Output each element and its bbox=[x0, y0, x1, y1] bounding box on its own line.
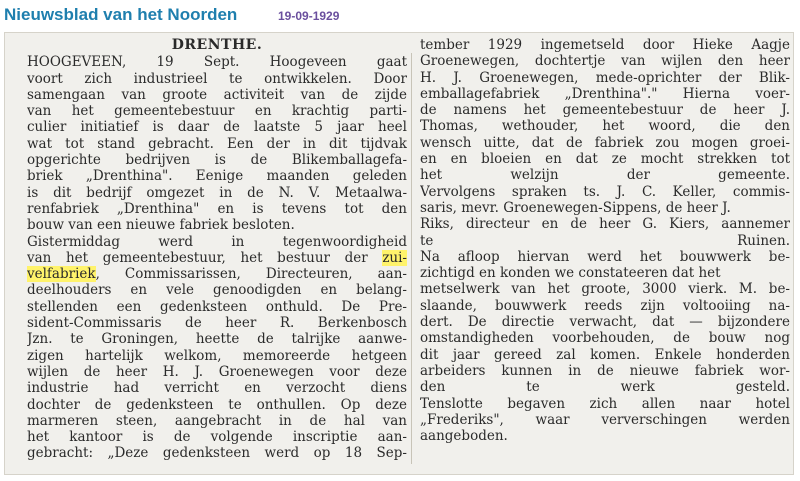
newspaper-clipping bbox=[4, 32, 794, 475]
article-line: bouw van een nieuwe fabriek besloten. bbox=[27, 217, 295, 234]
article-line: de namens het gemeentebestuur de heer J. bbox=[420, 102, 790, 119]
article-line: tember 1929 ingemetseld door Hieke Aagje bbox=[420, 37, 790, 53]
article-line: Jzn. te Groningen, heette de talrijke aanwe- bbox=[27, 331, 407, 348]
article-line: stellenden een gedenksteen onthuld. De Pre- bbox=[27, 298, 407, 315]
article-line: renfabriek „Drenthina" en is tevens tot den bbox=[27, 200, 407, 217]
article-line: emballagefabriek „Drenthina"." Hierna voer- bbox=[420, 85, 790, 102]
article-line: H. J. Groenewegen, mede-oprichter der Blik- bbox=[420, 69, 790, 86]
article-line: dert. De directie verwacht, dat — bijzondere bbox=[420, 314, 790, 331]
article-line: sident-Commissaris de heer R. Berkenbosch bbox=[27, 315, 407, 332]
article-line: saris, mevr. Groenewegen-Sippens, de heer J. bbox=[420, 199, 731, 216]
publication-date: 19-09-1929 bbox=[278, 9, 340, 23]
article-text: van het gemeentebestuur, het bestuur der bbox=[27, 249, 383, 266]
newspaper-name: Nieuwsblad van het Noorden bbox=[4, 5, 238, 24]
article-line: den te werk gesteld. bbox=[420, 379, 790, 396]
article-line bbox=[27, 250, 407, 266]
highlighted-term: velfabriek bbox=[27, 266, 96, 283]
article-line: van het gemeentebestuur en krachtig parti- bbox=[27, 103, 407, 120]
article-line: samengaan van groote activiteit van de zijde bbox=[27, 86, 407, 103]
article-line: HOOGEVEEN, 19 Sept. Hoogeveen gaat bbox=[27, 54, 407, 71]
article-line: en en bloeien en dat ze mocht strekken tot bbox=[420, 151, 790, 168]
article-line: Na afloop hiervan werd het bouwwerk be- bbox=[420, 248, 790, 265]
article-line: „Frederiks", waar ververschingen werden bbox=[420, 411, 790, 428]
article-line: dochter de gedenksteen te onthullen. Op deze bbox=[27, 396, 407, 413]
article-line: Riks, directeur en de heer G. Kiers, aannemer bbox=[420, 216, 790, 233]
article-line: wat tot stand gebracht. Een der in dit tijdvak bbox=[27, 135, 407, 152]
article-line: Vervolgens spraken ts. J. C. Keller, commis- bbox=[420, 183, 790, 200]
article-line: opgerichte bedrijven is de Blikemballagefa- bbox=[27, 152, 407, 169]
article-line: zigen hartelijk welkom, memoreerde hetgeen bbox=[27, 347, 407, 364]
article-line: marmeren steen, aangebracht in de hal van bbox=[27, 412, 407, 429]
article-line: Gistermiddag werd in tegenwoordigheid bbox=[27, 233, 407, 250]
article-line: Tenslotte begaven zich allen naar hotel bbox=[420, 395, 790, 412]
article-line: is dit bedrijf omgezet in de N. V. Metaalwa- bbox=[27, 184, 407, 201]
article-line: slaande, bouwwerk reeds zijn voltooiing na- bbox=[420, 297, 790, 314]
article-line: arbeiders kunnen in de nieuwe fabriek wor- bbox=[420, 362, 790, 379]
article-line: te Ruinen. bbox=[420, 232, 790, 249]
article-text: , Commissarissen, Directeuren, aan- bbox=[95, 266, 407, 283]
article-column-right bbox=[420, 33, 790, 474]
article-line: omstandigheden voorbehouden, de bouw nog bbox=[420, 330, 790, 347]
article-line: deelhouders en vele genoodigden en belang- bbox=[27, 282, 407, 299]
article-line: aangeboden. bbox=[420, 428, 508, 445]
article-line bbox=[27, 266, 407, 282]
article-line: gebracht: „Deze gedenksteen werd op 18 Sep- bbox=[27, 445, 407, 462]
article-line: het welzijn der gemeente. bbox=[420, 167, 790, 184]
title-bar bbox=[0, 0, 800, 32]
article-line: metselwerk van het groote, 3000 vierk. M. be- bbox=[420, 281, 790, 298]
article-line: wensch uitte, dat de fabriek zou mogen groei- bbox=[420, 134, 790, 151]
article-line: industrie had verricht en verzocht diens bbox=[27, 380, 407, 397]
article-column-left bbox=[27, 33, 407, 474]
article-line: dit jaar gereed zal komen. Enkele honderden bbox=[420, 346, 790, 363]
article-line: het kantoor is de volgende inscriptie aan- bbox=[27, 429, 407, 446]
article-line: wijlen de heer H. J. Groenewegen voor deze bbox=[27, 363, 407, 380]
highlighted-term: zui- bbox=[382, 249, 407, 266]
article-line: zichtigd en konden we constateeren dat het bbox=[420, 265, 721, 282]
article-line: culier initiatief is daar de laatste 5 jaar heel bbox=[27, 119, 407, 136]
article-line: Thomas, wethouder, het woord, die den bbox=[420, 118, 790, 135]
article-line: Groenewegen, dochtertje van wijlen den heer bbox=[420, 53, 790, 70]
article-line: voort zich industrieel te ontwikkelen. Door bbox=[27, 70, 407, 87]
column-divider bbox=[411, 53, 412, 464]
article-line: briek „Drenthina". Eenige maanden geleden bbox=[27, 168, 407, 185]
article-heading: DRENTHE. bbox=[171, 37, 263, 53]
